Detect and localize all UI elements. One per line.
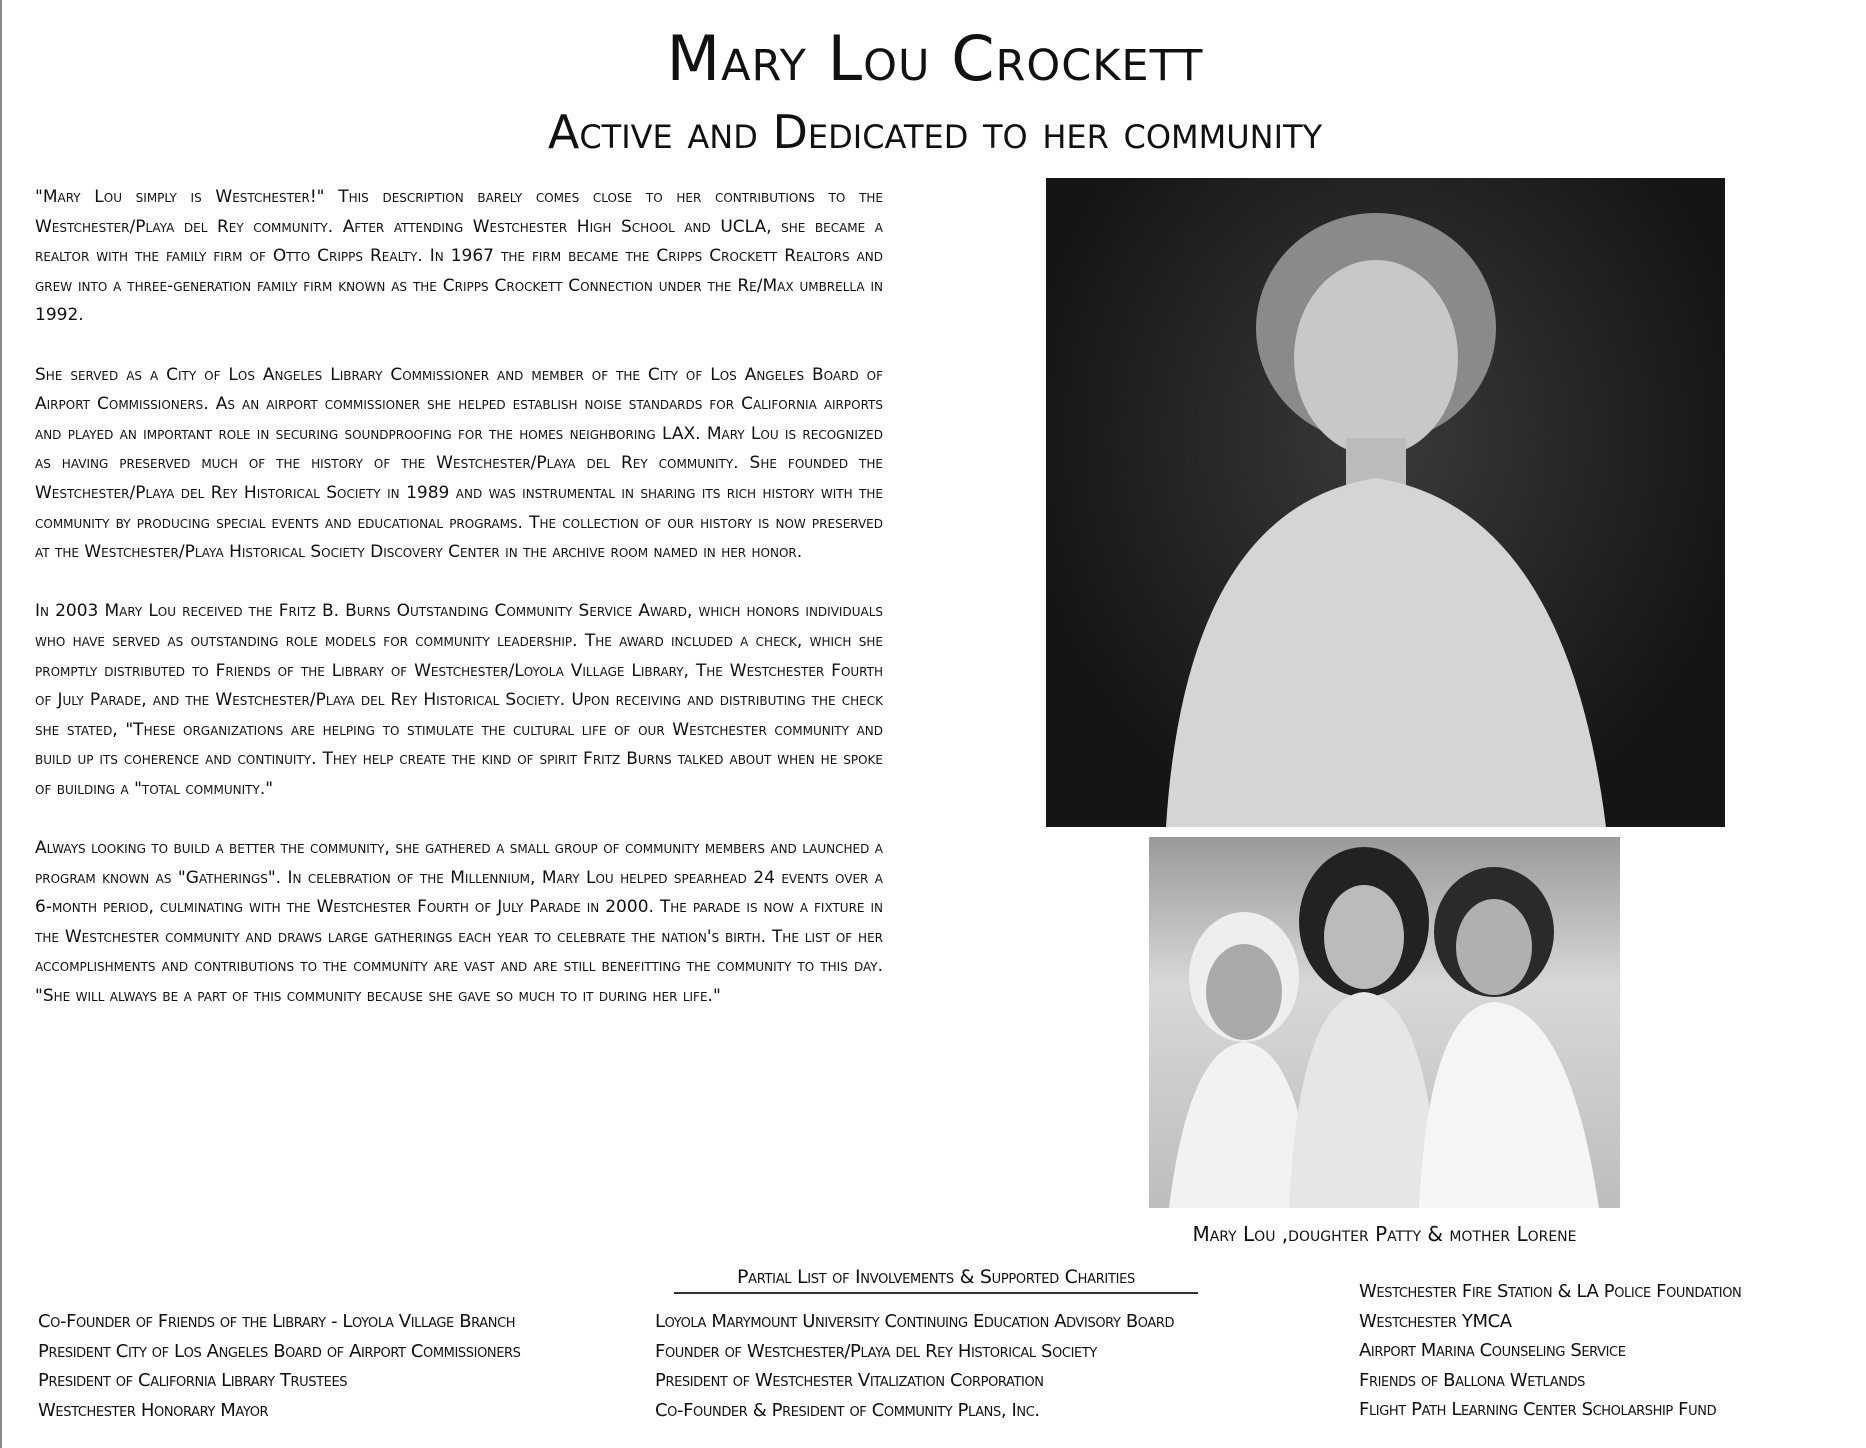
involvements-heading: Partial List of Involvements & Supported Charities bbox=[674, 1266, 1198, 1294]
family-photo bbox=[1149, 837, 1620, 1208]
paragraph: Always looking to build a better the community, she gathered a small group of community members and launched a program known as "Gatherings". In celebration of the Millennium, Mary Lou helped spearhead 24 events over a 6-month period, culminating with the Westchester Fourth of July Parade in 2000. The parade is now a fixture in the Westchester community and draws large gatherings each year to celebrate the nation's birth. The list of her accomplishments and contributions to the community are vast and are still benefitting the community to this day. "She will always be a part of this community because she gave so much to it during her life." bbox=[35, 838, 883, 1007]
list-item: Friends of Ballona Wetlands bbox=[1359, 1369, 1585, 1391]
page-subtitle: Active and Dedicated to her community bbox=[547, 105, 1323, 159]
list-item: Westchester Honorary Mayor bbox=[38, 1399, 269, 1421]
list-item: Westchester Fire Station & LA Police Foundation bbox=[1359, 1281, 1742, 1302]
list-item: President City of Los Angeles Board of Airport Commissioners bbox=[38, 1340, 521, 1362]
list-item: Co-Founder & President of Community Plans, Inc. bbox=[655, 1399, 1040, 1421]
biography-text bbox=[35, 183, 883, 1041]
list-item: President of Westchester Vitalization Corporation bbox=[655, 1370, 1044, 1392]
list-item: Westchester YMCA bbox=[1359, 1310, 1512, 1332]
paragraph: She served as a City of Los Angeles Library Commissioner and member of the City of Los Angeles Board of Airport Commissioners. As an airport commissioner she helped establish noise standards for California airports and played an important role in securing soundproofing for the homes neighboring LAX. Mary Lou is recognized as having preserved much of the history of the Westchester/Playa del Rey community. She founded the Westchester/Playa del Rey Historical Society in 1989 and was instrumental in sharing its rich history with the community by producing special events and educational programs. The collection of our history is now preserved at the Westchester/Playa Historical Society Discovery Center in the archive room named in her honor. bbox=[35, 364, 883, 563]
involvements-column-2 bbox=[655, 1307, 1174, 1425]
list-item: Flight Path Learning Center Scholarship Fund bbox=[1359, 1399, 1717, 1421]
list-item: Airport Marina Counseling Service bbox=[1359, 1340, 1626, 1362]
list-item: Co-Founder of Friends of the Library - Loyola Village Branch bbox=[38, 1311, 516, 1332]
page-title: Mary Lou Crockett bbox=[666, 22, 1204, 95]
list-item: President of California Library Trustees bbox=[38, 1370, 348, 1392]
list-item: Loyola Marymount University Continuing Education Advisory Board bbox=[655, 1311, 1175, 1332]
involvements-column-3 bbox=[1359, 1277, 1741, 1425]
paragraph: In 2003 Mary Lou received the Fritz B. Burns Outstanding Community Service Award, which honors individuals who have served as outstanding role models for community leadership. The award included a check, which she promptly distributed to Friends of the Library of Westchester/Loyola Village Library, The Westchester Fourth of July Parade, and the Westchester/Playa del Rey Historical Society. Upon receiving and distributing the check she stated, "These organizations are helping to stimulate the cultural life of our Westchester community and build up its coherence and continuity. They help create the kind of spirit Fritz Burns talked about when he spoke of building a "total community." bbox=[35, 601, 883, 799]
paragraph: "Mary Lou simply is Westchester!" This description barely comes close to her contributions to the Westchester/Playa del Rey community. After attending Westchester High School and UCLA, she became a realtor with the family firm of Otto Cripps Realty. In 1967 the firm became the Cripps Crockett Realtors and grew into a three-generation family firm known as the Cripps Crockett Connection under the Re/Max umbrella in 1992. bbox=[35, 187, 883, 326]
portrait-photo bbox=[1046, 178, 1725, 827]
list-item: Founder of Westchester/Playa del Rey Historical Society bbox=[655, 1340, 1097, 1362]
photo-caption: Mary Lou ,doughter Patty & mother Lorene bbox=[1192, 1222, 1577, 1246]
involvements-column-1 bbox=[38, 1307, 521, 1425]
